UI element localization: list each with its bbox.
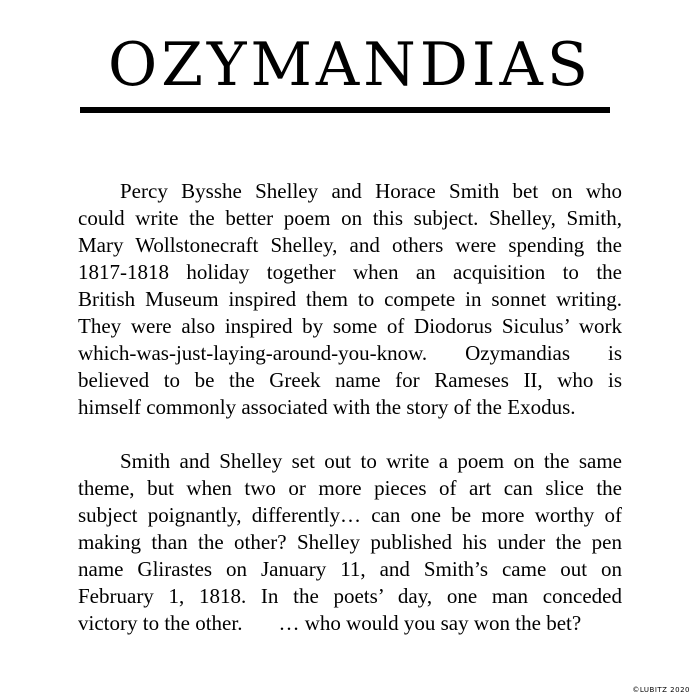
paragraph-last-line [78,610,622,637]
paragraph-1 [78,178,622,421]
last-line-start: victory to the other. [78,611,243,635]
paragraph-line: theme, but when two or more pieces of art can slice the [78,476,622,500]
title-underline [80,107,610,113]
paragraph-line: Mary Wollstonecraft Shelley, and others were spending the [78,233,622,257]
body-text [78,178,622,637]
paragraph-line: name Glirastes on January 11, and Smith’s came out on [78,557,622,581]
paragraph-line: 1817-1818 holiday together when an acquisition to the [78,260,622,284]
closing-question: … who would you say won the bet? [278,611,582,635]
copyright-notice: ©LUBITZ 2020 [632,686,690,694]
paragraph-line: Percy Bysshe Shelley and Horace Smith bet on who [120,179,622,203]
paragraph-line: which-was-just-laying-around-you-know. Ozymandias is [78,341,622,365]
paragraph-line: believed to be the Greek name for Rameses II, who is [78,368,622,392]
paragraph-line: British Museum inspired them to compete in sonnet writing. [78,287,622,311]
paragraph-2 [78,448,622,637]
page-title: OZYMANDIAS [108,30,592,100]
paragraph-line: himself commonly associated with the story of the Exodus. [78,395,576,419]
paragraph-line: subject poignantly, differently… can one be more worthy of [78,503,622,527]
paragraph-line: February 1, 1818. In the poets’ day, one man conceded [78,584,622,608]
paragraph-line: Smith and Shelley set out to write a poem on the same [120,449,622,473]
paragraph-line: They were also inspired by some of Diodorus Siculus’ work [78,314,622,338]
paragraph-line: could write the better poem on this subject. Shelley, Smith, [78,206,622,230]
paragraph-line: making than the other? Shelley published his under the pen [78,530,622,554]
